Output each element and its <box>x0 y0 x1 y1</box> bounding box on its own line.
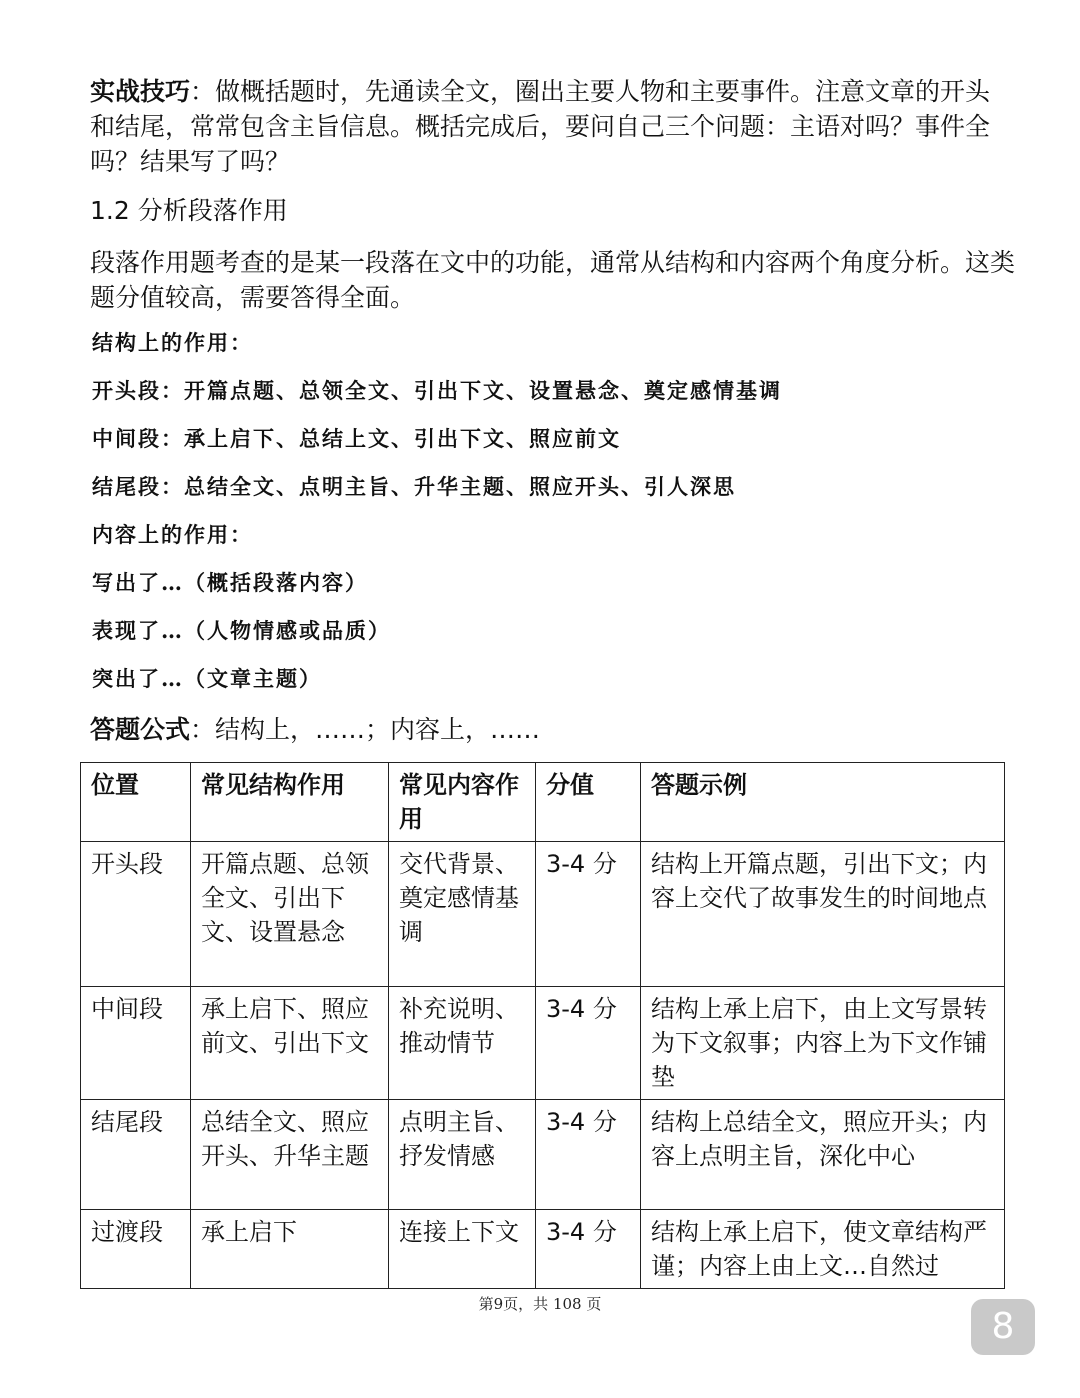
header-answer-example: 答题示例 <box>641 763 1005 842</box>
table-header-row <box>81 763 1005 842</box>
cell-structure-role: 承上启下、照应前文、引出下文 <box>191 987 389 1100</box>
cell-structure-role: 总结全文、照应开头、升华主题 <box>191 1100 389 1210</box>
header-position: 位置 <box>81 763 191 842</box>
formula-text: ：结构上，……；内容上，…… <box>190 715 541 744</box>
header-score: 分值 <box>536 763 641 842</box>
cell-answer-example: 结构上承上启下，由上文写景转为下文叙事；内容上为下文作铺垫 <box>641 987 1005 1100</box>
table-row <box>81 1210 1005 1289</box>
cell-answer-example: 结构上总结全文，照应开头；内容上点明主旨，深化中心 <box>641 1100 1005 1210</box>
cell-score: 3-4 分 <box>536 1210 641 1289</box>
cell-content-role: 交代背景、奠定感情基调 <box>389 842 536 987</box>
content-title: 内容上的作用： <box>92 522 253 547</box>
answer-formula <box>90 712 540 747</box>
formula-label: 答题公式 <box>90 715 191 744</box>
paragraph-function-table <box>80 762 1005 1289</box>
cell-position: 结尾段 <box>81 1100 191 1210</box>
practical-tip-paragraph <box>90 74 1010 179</box>
page-footer: 第9页，共 108 页 <box>478 1295 602 1313</box>
structure-title: 结构上的作用： <box>92 330 253 355</box>
structure-middle: 中间段：承上启下、总结上文、引出下文、照应前文 <box>92 426 621 451</box>
cell-answer-example: 结构上开篇点题，引出下文；内容上交代了故事发生的时间地点 <box>641 842 1005 987</box>
tip-label: 实战技巧 <box>90 77 191 106</box>
content-item-1: 写出了…（概括段落内容） <box>92 570 368 595</box>
cell-position: 中间段 <box>81 987 191 1100</box>
tip-text: ：做概括题时，先通读全文，圈出主要人物和主要事件。注意文章的开头和结尾，常常包含主旨信息。概括完成后，要问自己三个问题：主语对吗？事件全吗？结果写了吗？ <box>90 77 991 176</box>
header-structure-role: 常见结构作用 <box>191 763 389 842</box>
cell-answer-example: 结构上承上启下，使文章结构严谨；内容上由上文…自然过 <box>641 1210 1005 1289</box>
section-heading: 1.2 分析段落作用 <box>90 196 288 225</box>
content-item-2: 表现了…（人物情感或品质） <box>92 618 391 643</box>
cell-structure-role: 承上启下 <box>191 1210 389 1289</box>
table-row <box>81 842 1005 987</box>
header-content-role: 常见内容作用 <box>389 763 536 842</box>
structure-ending: 结尾段：总结全文、点明主旨、升华主题、照应开头、引人深思 <box>92 474 736 499</box>
cell-score: 3-4 分 <box>536 1100 641 1210</box>
cell-score: 3-4 分 <box>536 842 641 987</box>
intro-paragraph: 段落作用题考查的是某一段落在文中的功能，通常从结构和内容两个角度分析。这类题分值较高，需要答得全面。 <box>90 248 1016 312</box>
cell-position: 过渡段 <box>81 1210 191 1289</box>
cell-content-role: 补充说明、推动情节 <box>389 987 536 1100</box>
cell-content-role: 连接上下文 <box>389 1210 536 1289</box>
table-row <box>81 987 1005 1100</box>
page-number-badge: 8 <box>971 1299 1035 1355</box>
structure-opening: 开头段：开篇点题、总领全文、引出下文、设置悬念、奠定感情基调 <box>92 378 782 403</box>
cell-position: 开头段 <box>81 842 191 987</box>
content-item-3: 突出了…（文章主题） <box>92 666 322 691</box>
cell-content-role: 点明主旨、抒发情感 <box>389 1100 536 1210</box>
table-row <box>81 1100 1005 1210</box>
cell-score: 3-4 分 <box>536 987 641 1100</box>
cell-structure-role: 开篇点题、总领全文、引出下文、设置悬念 <box>191 842 389 987</box>
